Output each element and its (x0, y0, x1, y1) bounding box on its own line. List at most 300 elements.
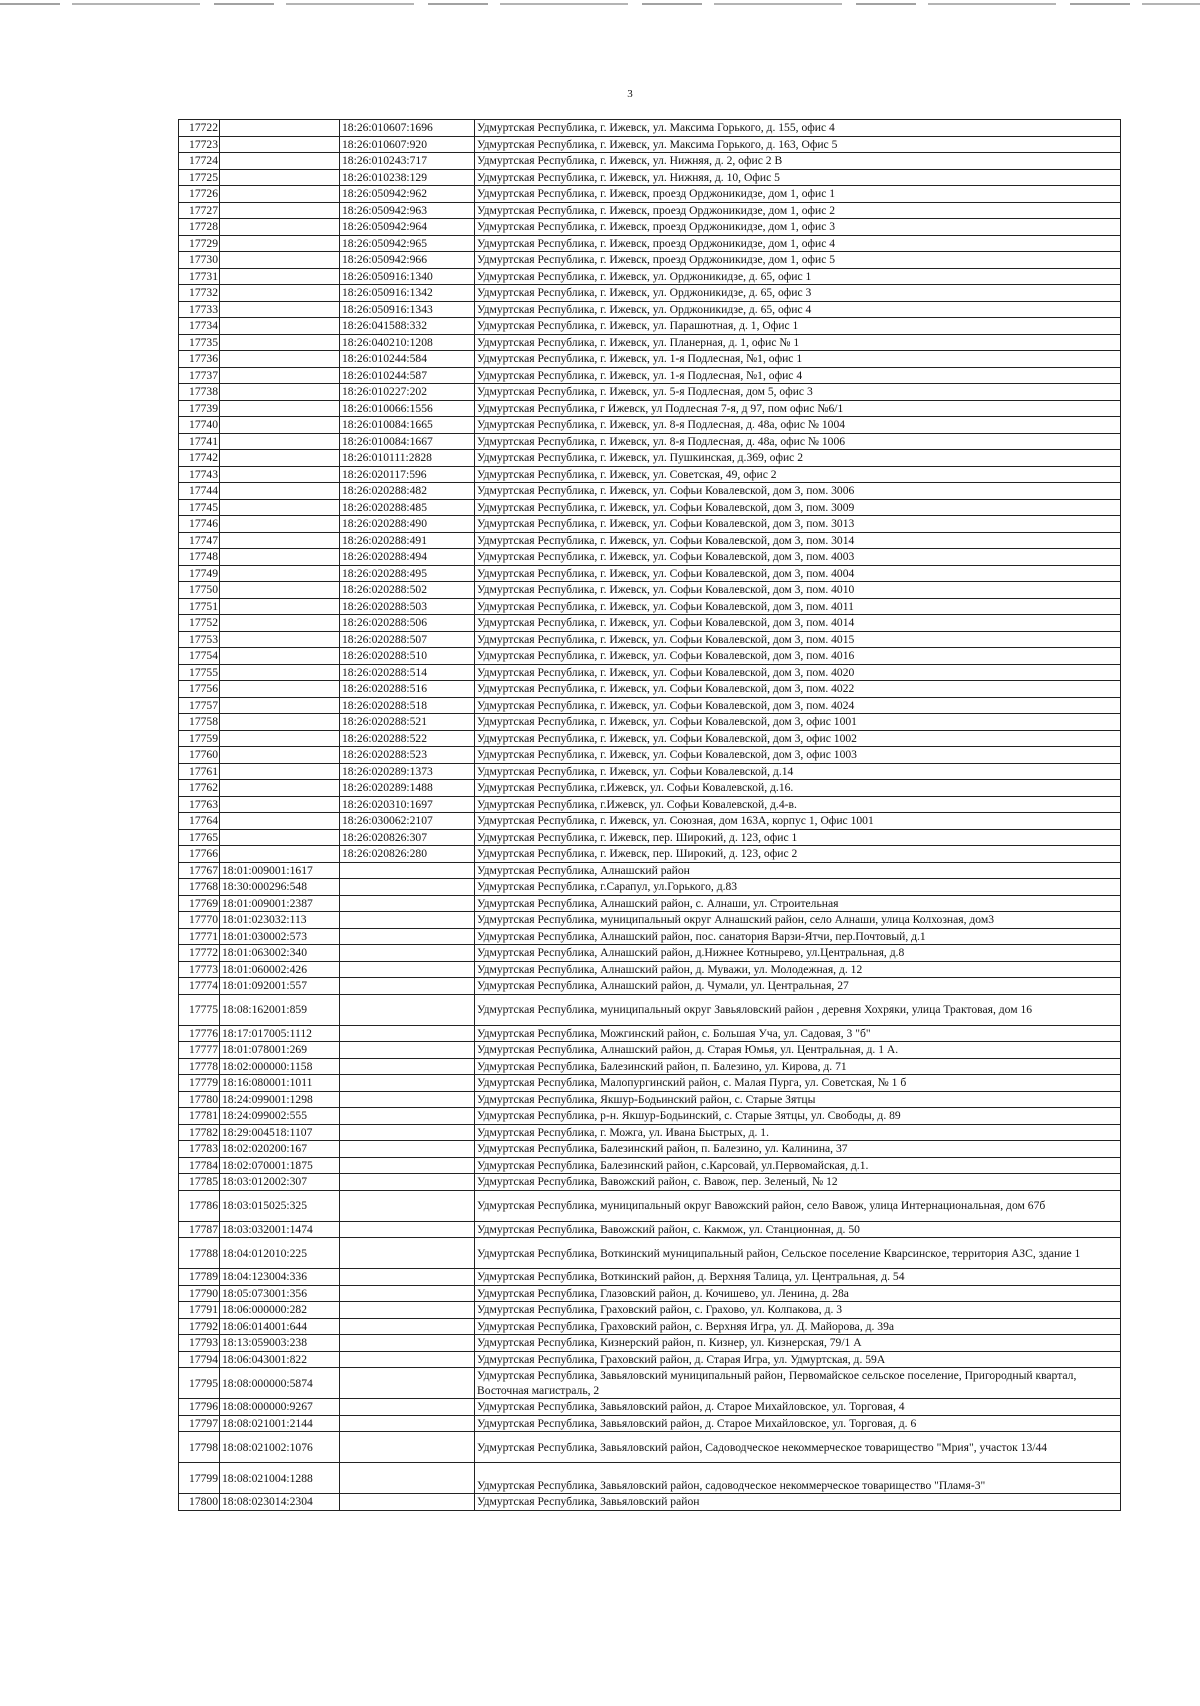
address-cell: Удмуртская Республика, муниципальный округ Завьяловский район , деревня Хохряки, улица Трактовая, дом 16 (475, 994, 1121, 1025)
table-row (179, 714, 1121, 731)
cadastral-number-cell (220, 565, 340, 582)
building-cadastral-number-cell: 18:26:010227:202 (340, 384, 475, 401)
building-cadastral-number-cell: 18:26:050942:962 (340, 186, 475, 203)
address-cell: Удмуртская Республика, Глазовский район, д. Кочишево, ул. Ленина, д. 28а (475, 1285, 1121, 1302)
cadastral-number-cell: 18:01:078001:269 (220, 1042, 340, 1059)
address-cell: Удмуртская Республика, г. Ижевск, ул. Софьи Ковалевской, дом 3, пом. 3014 (475, 532, 1121, 549)
row-number-cell: 17775 (179, 994, 220, 1025)
cadastral-number-cell (220, 598, 340, 615)
address-cell: Удмуртская Республика, Алнашский район, д.Нижнее Котныре​во, ул.Центральная, д.8 (475, 945, 1121, 962)
cadastral-number-cell (220, 747, 340, 764)
table-row (179, 994, 1121, 1025)
address-cell: Удмуртская Республика, г. Ижевск, ул. Нижняя, д. 10, Офис 5 (475, 169, 1121, 186)
cadastral-number-cell (220, 549, 340, 566)
building-cadastral-number-cell: 18:26:010084:1665 (340, 417, 475, 434)
address-cell: Удмуртская Республика, г. Ижевск, ул. Планерная, д. 1, офис № 1 (475, 334, 1121, 351)
address-cell: Удмуртская Республика, Вавожский район, с. Какмож, ул. Станционная, д. 50 (475, 1221, 1121, 1238)
cadastral-number-cell: 18:08:021002:1076 (220, 1432, 340, 1463)
row-number-cell: 17776 (179, 1025, 220, 1042)
row-number-cell: 17791 (179, 1302, 220, 1319)
table-row (179, 582, 1121, 599)
table-row (179, 829, 1121, 846)
building-cadastral-number-cell: 18:26:010084:1667 (340, 433, 475, 450)
row-number-cell: 17724 (179, 153, 220, 170)
cadastral-number-cell: 18:29:004518:1107 (220, 1124, 340, 1141)
cadastral-number-cell (220, 433, 340, 450)
cadastral-number-cell (220, 186, 340, 203)
address-cell: Удмуртская Республика, г. Ижевск, ул. 8-я Подлесная, д. 48а, офис № 1004 (475, 417, 1121, 434)
address-cell: Удмуртская Республика, Завьяловский муниципальный район, Первомайское сельское поселение, Пригородный квартал, Восточная магистраль, 2 (475, 1368, 1121, 1399)
building-cadastral-number-cell (340, 961, 475, 978)
table-row (179, 417, 1121, 434)
cadastral-number-cell (220, 648, 340, 665)
building-cadastral-number-cell: 18:26:020288:521 (340, 714, 475, 731)
row-number-cell: 17753 (179, 631, 220, 648)
building-cadastral-number-cell: 18:26:020310:1697 (340, 796, 475, 813)
cadastral-number-cell: 18:08:162001:859 (220, 994, 340, 1025)
building-cadastral-number-cell (340, 1058, 475, 1075)
cadastral-number-cell (220, 169, 340, 186)
table-row (179, 351, 1121, 368)
address-cell: Удмуртская Республика, г. Можга, ул. Ивана Быстрых, д. 1. (475, 1124, 1121, 1141)
building-cadastral-number-cell: 18:26:020826:307 (340, 829, 475, 846)
row-number-cell: 17747 (179, 532, 220, 549)
table-row (179, 384, 1121, 401)
table-row (179, 747, 1121, 764)
row-number-cell: 17772 (179, 945, 220, 962)
address-cell: Удмуртская Республика, г. Ижевск, ул. Софьи Ковалевской, дом 3, офис 1002 (475, 730, 1121, 747)
table-row (179, 268, 1121, 285)
row-number-cell: 17749 (179, 565, 220, 582)
cadastral-number-cell: 18:24:099001:1298 (220, 1091, 340, 1108)
row-number-cell: 17784 (179, 1157, 220, 1174)
building-cadastral-number-cell (340, 978, 475, 995)
address-cell: Удмуртская Республика, г. Ижевск, проезд Орджоникидзе, дом 1, офис 1 (475, 186, 1121, 203)
cadastral-number-cell: 18:01:060002:426 (220, 961, 340, 978)
row-number-cell: 17777 (179, 1042, 220, 1059)
row-number-cell: 17781 (179, 1108, 220, 1125)
address-cell: Удмуртская Республика, г. Ижевск, ул. Софьи Ковалевской, дом 3, пом. 4010 (475, 582, 1121, 599)
row-number-cell: 17764 (179, 813, 220, 830)
row-number-cell: 17735 (179, 334, 220, 351)
table-row (179, 565, 1121, 582)
address-cell: Удмуртская Республика, г. Ижевск, ул. 8-я Подлесная, д. 48а, офис № 1006 (475, 433, 1121, 450)
address-cell: Удмуртская Республика, г. Ижевск, проезд Орджоникидзе, дом 1, офис 5 (475, 252, 1121, 269)
building-cadastral-number-cell (340, 1124, 475, 1141)
row-number-cell: 17788 (179, 1238, 220, 1269)
cadastral-number-cell: 18:06:014001:644 (220, 1318, 340, 1335)
cadastral-number-cell (220, 664, 340, 681)
building-cadastral-number-cell (340, 912, 475, 929)
building-cadastral-number-cell (340, 1042, 475, 1059)
table-row (179, 153, 1121, 170)
cadastral-number-cell (220, 153, 340, 170)
address-cell: Удмуртская Республика, Граховский район, с. Грахово, ул. Колпакова, д. 3 (475, 1302, 1121, 1319)
cadastral-number-cell (220, 532, 340, 549)
address-cell: Удмуртская Республика, г Ижевск, ул Подлесная 7-я, д 97, пом офис №6/1 (475, 400, 1121, 417)
building-cadastral-number-cell: 18:26:050916:1340 (340, 268, 475, 285)
building-cadastral-number-cell: 18:26:020288:485 (340, 499, 475, 516)
row-number-cell: 17754 (179, 648, 220, 665)
building-cadastral-number-cell: 18:26:050916:1343 (340, 301, 475, 318)
building-cadastral-number-cell (340, 994, 475, 1025)
building-cadastral-number-cell: 18:26:050942:964 (340, 219, 475, 236)
row-number-cell: 17778 (179, 1058, 220, 1075)
address-cell: Удмуртская Республика, г. Ижевск, пер. Широкий, д. 123, офис 2 (475, 846, 1121, 863)
registry-table (178, 119, 1121, 1511)
table-row (179, 1108, 1121, 1125)
address-cell: Удмуртская Республика, г. Ижевск, ул. Союзная, дом 163А, корпус 1, Офис 1001 (475, 813, 1121, 830)
building-cadastral-number-cell (340, 1269, 475, 1286)
address-cell: Удмуртская Республика, Алнашский район, пос. санатория Варзи-Ятчи, пер.Почтовый, д.1 (475, 928, 1121, 945)
cadastral-number-cell: 18:08:000000:5874 (220, 1368, 340, 1399)
address-cell: Удмуртская Республика, г. Ижевск, ул. Софьи Ковалевской, дом 3, пом. 4004 (475, 565, 1121, 582)
building-cadastral-number-cell: 18:26:020288:482 (340, 483, 475, 500)
row-number-cell: 17727 (179, 202, 220, 219)
building-cadastral-number-cell: 18:26:020288:490 (340, 516, 475, 533)
building-cadastral-number-cell (340, 1463, 475, 1494)
row-number-cell: 17743 (179, 466, 220, 483)
address-cell: Удмуртская Республика, Завьяловский район, садоводческое некоммерческое товарищество "Пламя-3" (475, 1463, 1121, 1494)
cadastral-number-cell (220, 351, 340, 368)
address-cell: Удмуртская Республика, г. Ижевск, ул. Пушкинская, д.369, офис 2 (475, 450, 1121, 467)
address-cell: Удмуртская Республика, г.Ижевск, ул. Софьи Ковалевской, д.4-в. (475, 796, 1121, 813)
building-cadastral-number-cell: 18:26:050942:965 (340, 235, 475, 252)
address-cell: Удмуртская Республика, Воткинский район, д. Верхняя Талица, ул. Центральная, д. 54 (475, 1269, 1121, 1286)
row-number-cell: 17741 (179, 433, 220, 450)
building-cadastral-number-cell: 18:26:020288:502 (340, 582, 475, 599)
address-cell: Удмуртская Республика, Завьяловский район, д. Старое Михайловское, ул. Торговая, 4 (475, 1399, 1121, 1416)
table-row (179, 1285, 1121, 1302)
row-number-cell: 17730 (179, 252, 220, 269)
cadastral-number-cell (220, 763, 340, 780)
address-cell: Удмуртская Республика, г. Ижевск, ул. 1-я Подлесная, №1, офис 4 (475, 367, 1121, 384)
cadastral-number-cell (220, 367, 340, 384)
address-cell: Удмуртская Республика, г. Ижевск, ул. Парашютная, д. 1, Офис 1 (475, 318, 1121, 335)
building-cadastral-number-cell (340, 1351, 475, 1368)
row-number-cell: 17750 (179, 582, 220, 599)
registry-table-container (178, 119, 1121, 1511)
table-row (179, 648, 1121, 665)
row-number-cell: 17737 (179, 367, 220, 384)
table-row (179, 730, 1121, 747)
building-cadastral-number-cell: 18:26:020289:1373 (340, 763, 475, 780)
address-cell: Удмуртская Республика, Алнашский район, д. Чумали, ул. Центральная, 27 (475, 978, 1121, 995)
building-cadastral-number-cell (340, 1025, 475, 1042)
address-cell: Удмуртская Республика, Можгинский район, с. Большая Уча, ул. Садовая, 3 "б" (475, 1025, 1121, 1042)
table-row (179, 169, 1121, 186)
row-number-cell: 17767 (179, 862, 220, 879)
cadastral-number-cell (220, 796, 340, 813)
address-cell: Удмуртская Республика, г. Ижевск, пер. Широкий, д. 123, офис 1 (475, 829, 1121, 846)
building-cadastral-number-cell (340, 945, 475, 962)
row-number-cell: 17782 (179, 1124, 220, 1141)
cadastral-number-cell: 18:08:023014:2304 (220, 1494, 340, 1511)
address-cell: Удмуртская Республика, г.Ижевск, ул. Софьи Ковалевской, д.16. (475, 780, 1121, 797)
building-cadastral-number-cell (340, 1415, 475, 1432)
cadastral-number-cell: 18:03:015025:325 (220, 1190, 340, 1221)
table-row (179, 1157, 1121, 1174)
address-cell: Удмуртская Республика, г.Сарапул, ул.Горького, д.83 (475, 879, 1121, 896)
cadastral-number-cell (220, 813, 340, 830)
table-row (179, 532, 1121, 549)
table-row (179, 499, 1121, 516)
address-cell: Удмуртская Республика, г. Ижевск, ул. Нижняя, д. 2, офис 2 В (475, 153, 1121, 170)
address-cell: Удмуртская Республика, муниципальный округ Алнашский район, село Алнаши, улица Колхозная, дом3 (475, 912, 1121, 929)
building-cadastral-number-cell (340, 1190, 475, 1221)
table-row (179, 598, 1121, 615)
address-cell: Удмуртская Республика, г. Ижевск, проезд Орджоникидзе, дом 1, офис 3 (475, 219, 1121, 236)
address-cell: Удмуртская Республика, Алнашский район, д. Муважи, ул. Молодежная, д. 12 (475, 961, 1121, 978)
table-row (179, 1124, 1121, 1141)
row-number-cell: 17762 (179, 780, 220, 797)
table-row (179, 219, 1121, 236)
address-cell: Удмуртская Республика, Малопургинский район, с. Малая Пурга, ул. Советская, № 1 б (475, 1075, 1121, 1092)
row-number-cell: 17773 (179, 961, 220, 978)
row-number-cell: 17768 (179, 879, 220, 896)
row-number-cell: 17725 (179, 169, 220, 186)
cadastral-number-cell (220, 400, 340, 417)
table-row (179, 1141, 1121, 1158)
row-number-cell: 17789 (179, 1269, 220, 1286)
building-cadastral-number-cell (340, 862, 475, 879)
table-row (179, 1432, 1121, 1463)
building-cadastral-number-cell (340, 1141, 475, 1158)
building-cadastral-number-cell (340, 1221, 475, 1238)
table-row (179, 1318, 1121, 1335)
cadastral-number-cell (220, 384, 340, 401)
cadastral-number-cell: 18:08:000000:9267 (220, 1399, 340, 1416)
cadastral-number-cell (220, 714, 340, 731)
address-cell: Удмуртская Республика, г. Ижевск, ул. Софьи Ковалевской, дом 3, пом. 4011 (475, 598, 1121, 615)
row-number-cell: 17771 (179, 928, 220, 945)
table-row (179, 697, 1121, 714)
row-number-cell: 17757 (179, 697, 220, 714)
building-cadastral-number-cell: 18:26:050916:1342 (340, 285, 475, 302)
building-cadastral-number-cell (340, 1174, 475, 1191)
table-row (179, 681, 1121, 698)
cadastral-number-cell (220, 780, 340, 797)
table-row (179, 1463, 1121, 1494)
cadastral-number-cell: 18:06:043001:822 (220, 1351, 340, 1368)
building-cadastral-number-cell: 18:26:010238:129 (340, 169, 475, 186)
cadastral-number-cell: 18:02:020200:167 (220, 1141, 340, 1158)
building-cadastral-number-cell (340, 1318, 475, 1335)
cadastral-number-cell (220, 235, 340, 252)
cadastral-number-cell (220, 252, 340, 269)
cadastral-number-cell (220, 483, 340, 500)
row-number-cell: 17756 (179, 681, 220, 698)
table-row (179, 1335, 1121, 1352)
address-cell: Удмуртская Республика, Завьяловский район, Садоводческое некоммерческое товарищество "Мрия", участок 13/44 (475, 1432, 1121, 1463)
table-row (179, 895, 1121, 912)
table-row (179, 763, 1121, 780)
table-row (179, 862, 1121, 879)
building-cadastral-number-cell (340, 879, 475, 896)
row-number-cell: 17744 (179, 483, 220, 500)
address-cell: Удмуртская Республика, г. Ижевск, ул. Софьи Ковалевской, дом 3, пом. 4014 (475, 615, 1121, 632)
building-cadastral-number-cell: 18:26:010244:587 (340, 367, 475, 384)
row-number-cell: 17745 (179, 499, 220, 516)
row-number-cell: 17793 (179, 1335, 220, 1352)
row-number-cell: 17759 (179, 730, 220, 747)
table-row (179, 318, 1121, 335)
address-cell: Удмуртская Республика, г. Ижевск, ул. Орджоникидзе, д. 65, офис 1 (475, 268, 1121, 285)
row-number-cell: 17780 (179, 1091, 220, 1108)
address-cell: Удмуртская Республика, г. Ижевск, ул. Софьи Ковалевской, дом 3, пом. 4016 (475, 648, 1121, 665)
address-cell: Удмуртская Республика, г. Ижевск, ул. Софьи Ковалевской, дом 3, пом. 3013 (475, 516, 1121, 533)
table-row (179, 1494, 1121, 1511)
building-cadastral-number-cell: 18:26:020288:507 (340, 631, 475, 648)
row-number-cell: 17765 (179, 829, 220, 846)
address-cell: Удмуртская Республика, г. Ижевск, ул. Софьи Ковалевской, дом 3, пом. 3009 (475, 499, 1121, 516)
table-row (179, 285, 1121, 302)
row-number-cell: 17740 (179, 417, 220, 434)
table-row (179, 1269, 1121, 1286)
building-cadastral-number-cell (340, 1285, 475, 1302)
row-number-cell: 17785 (179, 1174, 220, 1191)
address-cell: Удмуртская Республика, г. Ижевск, ул. Софьи Ковалевской, дом 3, пом. 4020 (475, 664, 1121, 681)
row-number-cell: 17794 (179, 1351, 220, 1368)
address-cell: Удмуртская Республика, р-н. Якшур-Бодьинский, с. Старые Зятцы, ул. Свободы, д. 89 (475, 1108, 1121, 1125)
cadastral-number-cell (220, 516, 340, 533)
row-number-cell: 17751 (179, 598, 220, 615)
row-number-cell: 17790 (179, 1285, 220, 1302)
cadastral-number-cell: 18:13:059003:238 (220, 1335, 340, 1352)
building-cadastral-number-cell: 18:26:041588:332 (340, 318, 475, 335)
table-row (179, 483, 1121, 500)
cadastral-number-cell: 18:01:009001:1617 (220, 862, 340, 879)
table-row (179, 1415, 1121, 1432)
row-number-cell: 17739 (179, 400, 220, 417)
address-cell: Удмуртская Республика, Балезинский район, п. Балезино, ул. Кирова, д. 71 (475, 1058, 1121, 1075)
row-number-cell: 17752 (179, 615, 220, 632)
row-number-cell: 17774 (179, 978, 220, 995)
row-number-cell: 17760 (179, 747, 220, 764)
table-row (179, 631, 1121, 648)
row-number-cell: 17742 (179, 450, 220, 467)
cadastral-number-cell: 18:01:030002:573 (220, 928, 340, 945)
cadastral-number-cell (220, 301, 340, 318)
table-row (179, 202, 1121, 219)
row-number-cell: 17796 (179, 1399, 220, 1416)
address-cell: Удмуртская Республика, г. Ижевск, ул. 5-я Подлесная, дом 5, офис 3 (475, 384, 1121, 401)
building-cadastral-number-cell (340, 1399, 475, 1416)
cadastral-number-cell: 18:01:063002:340 (220, 945, 340, 962)
cadastral-number-cell (220, 334, 340, 351)
row-number-cell: 17761 (179, 763, 220, 780)
table-row (179, 367, 1121, 384)
address-cell: Удмуртская Республика, Алнашский район, д. Старая Юмья, ул. Центральная, д. 1 А. (475, 1042, 1121, 1059)
cadastral-number-cell (220, 697, 340, 714)
table-row (179, 1174, 1121, 1191)
row-number-cell: 17766 (179, 846, 220, 863)
row-number-cell: 17783 (179, 1141, 220, 1158)
address-cell: Удмуртская Республика, г. Ижевск, проезд Орджоникидзе, дом 1, офис 2 (475, 202, 1121, 219)
table-row (179, 235, 1121, 252)
building-cadastral-number-cell (340, 1157, 475, 1174)
row-number-cell: 17786 (179, 1190, 220, 1221)
building-cadastral-number-cell: 18:26:010111:2828 (340, 450, 475, 467)
table-row (179, 1399, 1121, 1416)
table-row (179, 120, 1121, 137)
table-row (179, 466, 1121, 483)
building-cadastral-number-cell: 18:26:020288:506 (340, 615, 475, 632)
row-number-cell: 17800 (179, 1494, 220, 1511)
row-number-cell: 17758 (179, 714, 220, 731)
table-row (179, 186, 1121, 203)
address-cell: Удмуртская Республика, Якшур-Бодьинский район, с. Старые Зятцы (475, 1091, 1121, 1108)
address-cell: Удмуртская Республика, г. Ижевск, ул. Орджоникидзе, д. 65, офис 3 (475, 285, 1121, 302)
row-number-cell: 17738 (179, 384, 220, 401)
cadastral-number-cell: 18:02:000000:1158 (220, 1058, 340, 1075)
table-row (179, 912, 1121, 929)
building-cadastral-number-cell: 18:26:020288:522 (340, 730, 475, 747)
table-row (179, 780, 1121, 797)
building-cadastral-number-cell (340, 928, 475, 945)
table-row (179, 1190, 1121, 1221)
cadastral-number-cell: 18:30:000296:548 (220, 879, 340, 896)
address-cell: Удмуртская Республика, Воткинский муниципальный район, Сельское поселение Кварсинское, территория АЗС, здание 1 (475, 1238, 1121, 1269)
table-row (179, 879, 1121, 896)
row-number-cell: 17769 (179, 895, 220, 912)
table-row (179, 1238, 1121, 1269)
row-number-cell: 17746 (179, 516, 220, 533)
table-row (179, 978, 1121, 995)
building-cadastral-number-cell (340, 1238, 475, 1269)
cadastral-number-cell: 18:01:023032:113 (220, 912, 340, 929)
address-cell: Удмуртская Республика, Граховский район, д. Старая Игра, ул. Удмуртская, д. 59А (475, 1351, 1121, 1368)
address-cell: Удмуртская Республика, г. Ижевск, ул. Максима Горького, д. 155, офис 4 (475, 120, 1121, 137)
table-row (179, 334, 1121, 351)
row-number-cell: 17795 (179, 1368, 220, 1399)
cadastral-number-cell (220, 318, 340, 335)
table-row (179, 846, 1121, 863)
cadastral-number-cell: 18:02:070001:1875 (220, 1157, 340, 1174)
address-cell: Удмуртская Республика, г. Ижевск, ул. Софьи Ковалевской, д.14 (475, 763, 1121, 780)
address-cell: Удмуртская Республика, Завьяловский район, д. Старое Михайловское, ул. Торговая, д. 6 (475, 1415, 1121, 1432)
building-cadastral-number-cell: 18:26:020117:596 (340, 466, 475, 483)
cadastral-number-cell: 18:01:092001:557 (220, 978, 340, 995)
table-row (179, 1302, 1121, 1319)
address-cell: Удмуртская Республика, г. Ижевск, ул. Софьи Ковалевской, дом 3, пом. 4024 (475, 697, 1121, 714)
building-cadastral-number-cell: 18:26:020288:523 (340, 747, 475, 764)
building-cadastral-number-cell: 18:26:020288:514 (340, 664, 475, 681)
address-cell: Удмуртская Республика, г. Ижевск, ул. Софьи Ковалевской, дом 3, пом. 4015 (475, 631, 1121, 648)
building-cadastral-number-cell (340, 1108, 475, 1125)
address-cell: Удмуртская Республика, г. Ижевск, ул. Софьи Ковалевской, дом 3, пом. 3006 (475, 483, 1121, 500)
cadastral-number-cell: 18:04:123004:336 (220, 1269, 340, 1286)
cadastral-number-cell: 18:03:032001:1474 (220, 1221, 340, 1238)
cadastral-number-cell (220, 829, 340, 846)
address-cell: Удмуртская Республика, г. Ижевск, ул. Софьи Ковалевской, дом 3, офис 1003 (475, 747, 1121, 764)
row-number-cell: 17797 (179, 1415, 220, 1432)
page-number: 3 (627, 88, 633, 100)
building-cadastral-number-cell: 18:26:010243:717 (340, 153, 475, 170)
building-cadastral-number-cell (340, 1091, 475, 1108)
row-number-cell: 17732 (179, 285, 220, 302)
table-row (179, 615, 1121, 632)
table-row (179, 136, 1121, 153)
building-cadastral-number-cell (340, 1432, 475, 1463)
table-row (179, 400, 1121, 417)
cadastral-number-cell (220, 681, 340, 698)
cadastral-number-cell (220, 730, 340, 747)
cadastral-number-cell (220, 136, 340, 153)
building-cadastral-number-cell (340, 1075, 475, 1092)
building-cadastral-number-cell: 18:26:020288:516 (340, 681, 475, 698)
building-cadastral-number-cell: 18:26:020288:491 (340, 532, 475, 549)
